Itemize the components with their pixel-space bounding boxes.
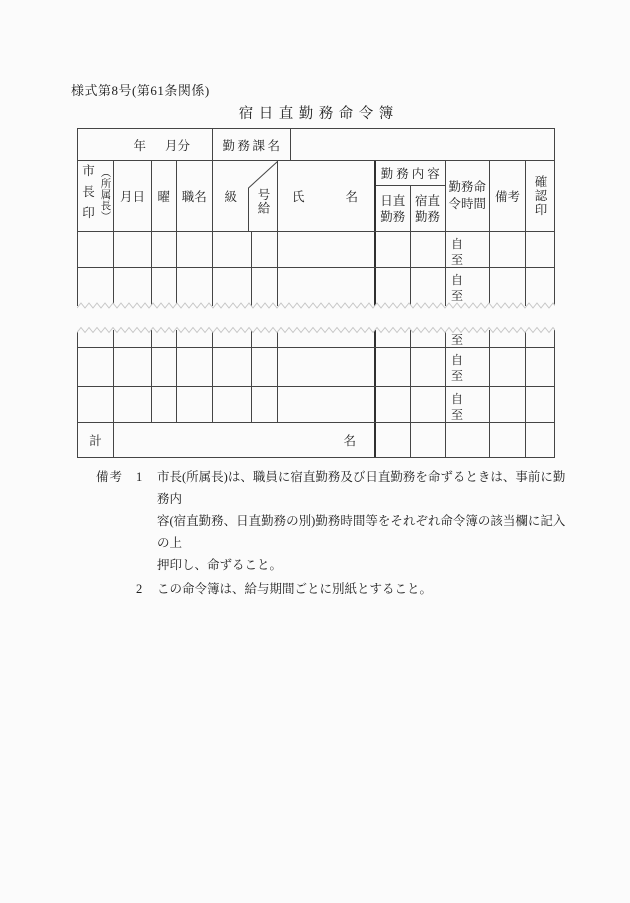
duty-section-name-value [291,129,554,160]
note-text [157,578,571,600]
night-duty-header: 宿直勤務 [414,193,440,224]
confirm-seal-cell [526,348,554,386]
table-upper-section [77,128,555,306]
day-duty-total-cell [376,423,411,457]
night-duty-cell [411,232,446,267]
salary-step-header: 号給 [256,188,270,215]
remarks-cell [490,348,526,386]
duty-record-row [78,387,554,423]
remarks-total-cell [490,423,526,457]
duty-time-total-cell [446,423,491,457]
total-name-cell [114,423,376,457]
note-text-line: この命令簿は、給与期間ごとに別紙とすること。 [157,582,433,596]
name-cell [278,232,376,267]
remarks-cell [490,387,526,422]
duty-section-name-header [213,129,291,160]
weekday-cell [152,348,177,386]
weekday-cell [152,232,177,267]
seal-cell [78,387,114,422]
day-duty-cell [376,348,411,386]
day-duty-cell [376,232,411,267]
to-label: 至 [451,289,464,303]
duty-time-cell [446,387,491,422]
job-title-cell [177,232,214,267]
grade-header: 級 [224,190,238,204]
job-title-cell [177,387,214,422]
month-label: 月分 [164,138,190,153]
duty-order-table [77,128,555,458]
night-duty-cell [411,387,446,422]
month-day-cell [114,348,152,386]
grade-cell [213,387,252,422]
note-text [157,466,571,576]
total-unit-label: 名 [343,434,356,448]
notes-label: 備考 [96,470,124,484]
month-day-cell [114,232,152,267]
salary-step-cell [252,348,279,386]
weekday-cell [152,387,177,422]
to-label: 至 [451,408,464,422]
duty-time-cell [446,348,491,386]
grade-step-header [213,161,278,231]
mayor-seal-header [78,161,114,231]
from-label: 自 [451,236,464,251]
name-cell [278,348,376,386]
period-row [78,129,554,161]
job-title-cell [177,348,214,386]
night-duty-total-cell [411,423,446,457]
torn-edge-upper [77,299,555,312]
job-title-header: 職名 [177,161,214,231]
from-label: 自 [451,391,464,406]
confirm-seal-cell [526,232,554,267]
seal-cell [78,232,114,267]
mayor-seal-sub-label: （所属長） [99,167,111,222]
to-label: 至 [451,253,464,267]
duty-time-cell [446,232,491,267]
confirm-seal-header: 確認印 [533,175,547,217]
name-header: 氏 名 [278,161,376,231]
duty-content-header-group [376,161,446,231]
duty-content-header: 勤務内容 [376,161,445,186]
duty-content-subheaders [376,186,445,231]
weekday-header: 曜 [152,161,177,231]
grade-cell [213,232,252,267]
confirm-seal-total-cell [526,423,554,457]
duty-time-header: 勤務命令時間 [446,161,491,231]
duty-section-name-label: 勤務課名 [222,138,283,153]
mayor-seal-label: 市長印 [80,164,95,227]
remarks-header: 備考 [490,161,526,231]
total-label-cell: 計 [78,423,114,457]
day-duty-cell [376,387,411,422]
torn-edge-lower [77,324,555,337]
duty-record-row [78,232,554,268]
note-number: 1 [136,470,143,484]
from-label: 自 [451,272,464,287]
note-item-1 [96,466,571,576]
salary-step-cell [252,232,279,267]
note-text-line: 押印し、命ずること。 [157,558,283,572]
to-label: 至 [451,332,464,347]
confirm-seal-cell [526,387,554,422]
seal-cell [78,348,114,386]
notes-section [96,466,571,600]
name-cell [278,387,376,422]
year-label: 年 [133,138,146,153]
form-number-label: 様式第8号(第61条関係) [71,83,210,98]
column-header-row [78,161,554,232]
month-day-header: 月日 [114,161,152,231]
total-row [78,423,554,457]
remarks-cell [490,232,526,267]
to-label: 至 [451,369,464,383]
note-text-line: 容(宿直勤務、日直勤務の別)勤務時間等をそれぞれ命令簿の該当欄に記入の上 [157,514,566,550]
note-number: 2 [136,582,143,596]
year-month-cell [78,129,213,160]
document-title: 宿日直勤務命令簿 [238,106,399,122]
salary-step-cell [252,387,279,422]
note-text-line: 市長(所属長)は、職員に宿直勤務及び日直勤務を命ずるときは、事前に勤務内 [157,470,566,506]
duty-record-row [78,348,554,387]
note-item-2 [96,578,571,600]
grade-cell [213,348,252,386]
night-duty-cell [411,348,446,386]
month-day-cell [114,387,152,422]
day-duty-header: 日直勤務 [376,186,411,231]
from-label: 自 [451,352,464,367]
table-lower-section [77,330,555,458]
